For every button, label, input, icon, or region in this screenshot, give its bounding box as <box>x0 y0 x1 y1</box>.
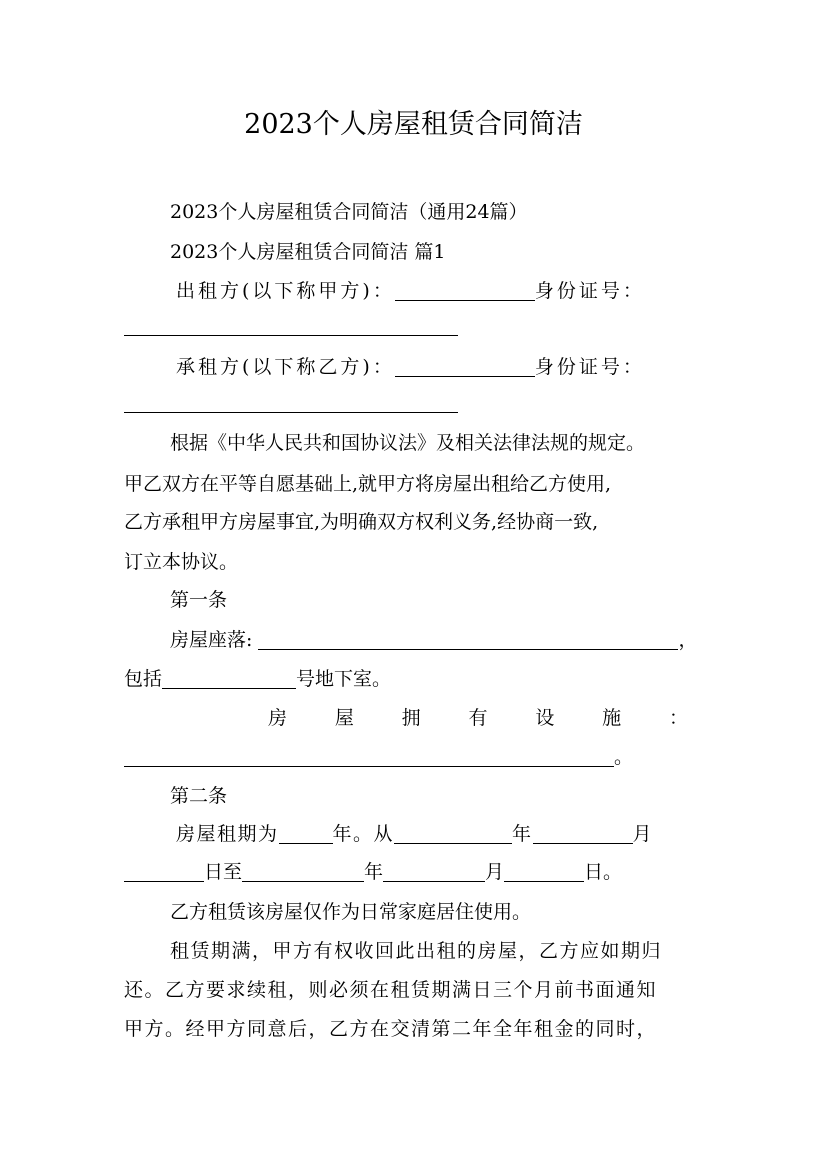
location-comma: ， <box>678 629 698 651</box>
basement-number-blank[interactable] <box>162 668 296 689</box>
basement-line <box>124 666 708 692</box>
para2-line-1: 租赁期满，甲方有权收回此出租的房屋，乙方应如期归 <box>170 940 663 962</box>
location-line <box>170 627 754 653</box>
facilities-line <box>124 744 708 770</box>
para1-line-1: 根据《中华人民共和国协议法》及相关法律法规的规定。 <box>170 432 646 454</box>
lessor-name-blank[interactable] <box>395 280 535 301</box>
lessee-name-blank[interactable] <box>395 356 535 377</box>
end-year-blank[interactable] <box>242 861 364 882</box>
location-label: 房屋座落: <box>170 629 253 651</box>
facilities-char: 房 <box>268 707 288 729</box>
day-to-label: 日至 <box>204 861 243 883</box>
start-day-blank[interactable] <box>124 861 204 882</box>
end-year-label: 年 <box>364 861 384 883</box>
lessor-label: 出租方(以下称甲方)： <box>176 280 395 302</box>
lessee-id-blank[interactable] <box>124 412 458 413</box>
facilities-char: 设 <box>535 707 555 729</box>
facilities-char: 施 <box>602 707 622 729</box>
subtitle: 2023个人房屋租赁合同简洁（通用24篇） <box>170 201 528 223</box>
lessor-line <box>176 278 760 304</box>
term-years-blank[interactable] <box>279 823 333 844</box>
para1-line-2: 甲乙双方在平等自愿基础上,就甲方将房屋出租给乙方使用, <box>124 473 612 495</box>
para2-line-3: 甲方。经甲方同意后，乙方在交清第二年全年租金的同时， <box>124 1018 658 1040</box>
lessor-id-blank[interactable] <box>124 335 458 336</box>
basement-label: 号地下室。 <box>296 668 392 690</box>
para2-line-2: 还。乙方要求续租，则必须在租赁期满日三个月前书面通知 <box>124 979 658 1001</box>
section-heading: 2023个人房屋租赁合同简洁 篇1 <box>170 241 446 263</box>
lessee-line <box>176 354 760 380</box>
term-line <box>176 821 760 847</box>
document-title: 2023个人房屋租赁合同简洁 <box>244 109 583 140</box>
start-month-label: 月 <box>632 823 654 845</box>
usage-line: 乙方租赁该房屋仅作为日常家庭居住使用。 <box>170 901 532 923</box>
lessor-id-label: 身份证号： <box>534 280 645 302</box>
including-label: 包括 <box>124 668 163 690</box>
facilities-blank[interactable] <box>124 746 614 767</box>
end-month-label: 月 <box>485 861 505 883</box>
end-day-label: 日。 <box>584 861 623 883</box>
article-2-heading: 第二条 <box>170 785 228 807</box>
facilities-period: 。 <box>614 746 634 768</box>
term-prefix: 房屋租期为 <box>176 823 279 845</box>
start-year-blank[interactable] <box>394 823 512 844</box>
start-month-blank[interactable] <box>533 823 633 844</box>
end-day-blank[interactable] <box>504 861 584 882</box>
lessee-label: 承租方(以下称乙方)： <box>176 356 395 378</box>
facilities-char: 有 <box>468 707 488 729</box>
term-year-label: 年。从 <box>332 823 395 845</box>
term-dates-line <box>124 859 708 885</box>
facilities-char: 拥 <box>401 707 421 729</box>
facilities-char: 屋 <box>334 707 354 729</box>
facilities-char: ： <box>668 707 688 729</box>
para1-line-3: 乙方承租甲方房屋事宜,为明确双方权利义务,经协商一致, <box>124 511 599 533</box>
article-1-heading: 第一条 <box>170 589 228 611</box>
para1-line-4: 订立本协议。 <box>124 551 239 573</box>
location-blank[interactable] <box>258 629 678 650</box>
lessee-id-label: 身份证号： <box>534 356 645 378</box>
end-month-blank[interactable] <box>383 861 485 882</box>
facilities-label <box>268 705 688 731</box>
start-year-label: 年 <box>512 823 533 845</box>
